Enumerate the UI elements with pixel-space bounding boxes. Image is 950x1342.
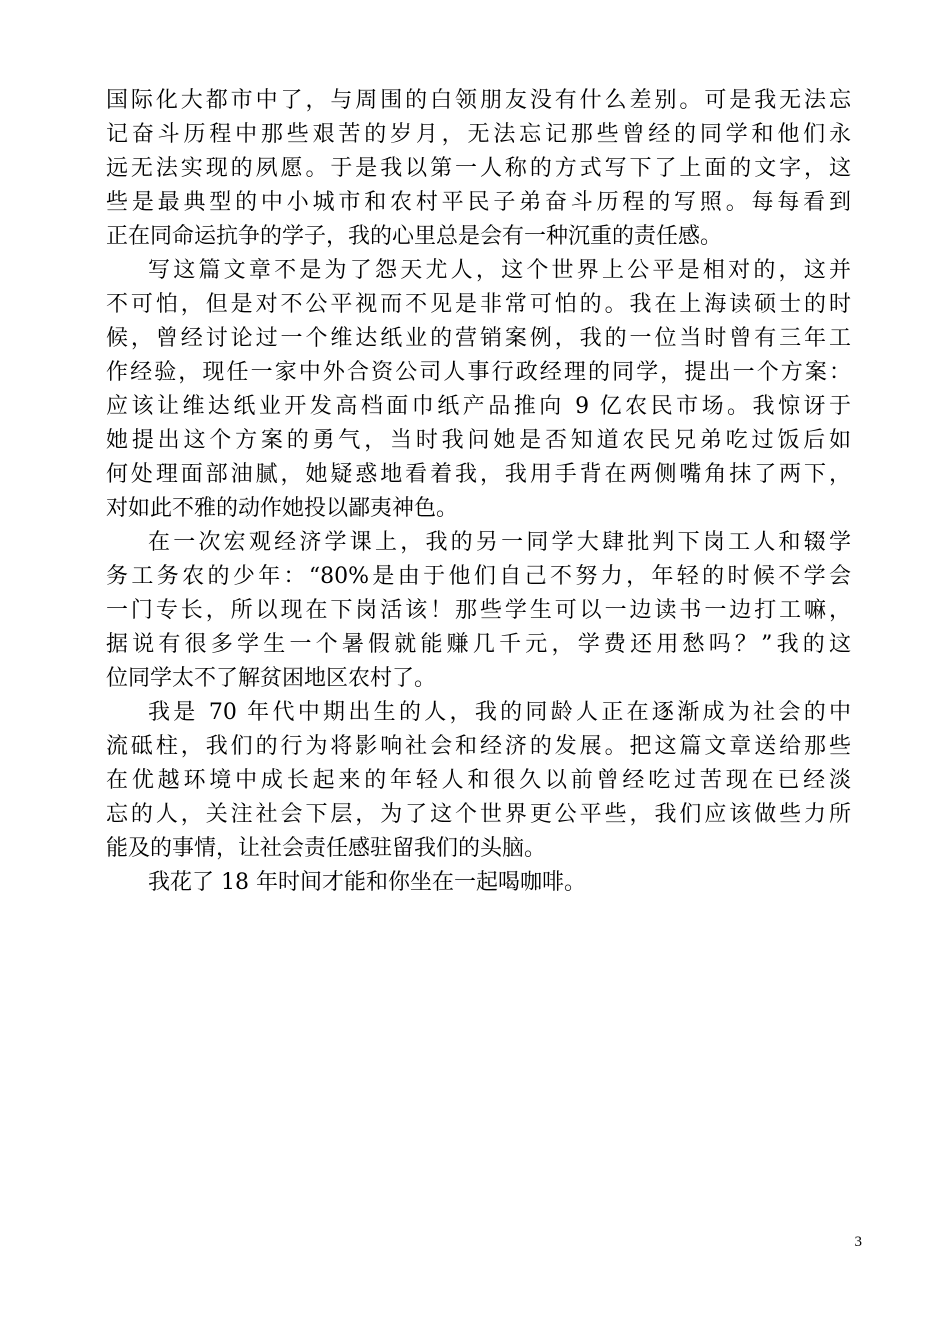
- paragraph-line: 一门专长，所以现在下岗活该！那些学生可以一边读书一边打工嘛，: [106, 598, 851, 623]
- paragraph-line: 据说有很多学生一个暑假就能赚几千元，学费还用愁吗？”我的这: [106, 632, 851, 657]
- paragraph-1: [106, 84, 851, 254]
- paragraph-line: 国际化大都市中了，与周围的白领朋友没有什么差别。可是我无法忘: [106, 88, 851, 113]
- paragraph-line: 些是最典型的中小城市和农村平民子弟奋斗历程的写照。每每看到: [106, 190, 851, 215]
- paragraph-line: 她提出这个方案的勇气，当时我问她是否知道农民兄弟吃过饭后如: [106, 428, 851, 453]
- paragraph-line: 位同学太不了解贫困地区农村了。: [106, 666, 437, 691]
- paragraph-line: 写这篇文章不是为了怨天尤人，这个世界上公平是相对的，这并: [148, 258, 851, 283]
- paragraph-line: 正在同命运抗争的学子，我的心里总是会有一种沉重的责任感。: [106, 224, 723, 249]
- paragraph-4: [106, 696, 851, 866]
- paragraph-3: [106, 526, 851, 696]
- body-text: [106, 84, 851, 900]
- paragraph-line: 远无法实现的夙愿。于是我以第一人称的方式写下了上面的文字，这: [106, 156, 851, 181]
- paragraph-line: 在优越环境中成长起来的年轻人和很久以前曾经吃过苦现在已经淡: [106, 768, 851, 793]
- paragraph-2: [106, 254, 851, 526]
- paragraph-line: 流砥柱，我们的行为将影响社会和经济的发展。把这篇文章送给那些: [106, 734, 851, 759]
- paragraph-line: 务工务农的少年：“80%是由于他们自己不努力，年轻的时候不学会: [106, 564, 851, 589]
- paragraph-line: 记奋斗历程中那些艰苦的岁月，无法忘记那些曾经的同学和他们永: [106, 122, 851, 147]
- paragraph-line: 我是 70 年代中期出生的人，我的同龄人正在逐渐成为社会的中: [148, 700, 851, 725]
- paragraph-line: 忘的人，关注社会下层，为了这个世界更公平些，我们应该做些力所: [106, 802, 851, 827]
- paragraph-line: 作经验，现任一家中外合资公司人事行政经理的同学，提出一个方案：: [106, 360, 851, 385]
- paragraph-line: 不可怕，但是对不公平视而不见是非常可怕的。我在上海读硕士的时: [106, 292, 851, 317]
- paragraph-line: 我花了 18 年时间才能和你坐在一起喝咖啡。: [148, 870, 586, 895]
- paragraph-5: [106, 866, 851, 900]
- paragraph-line: 候，曾经讨论过一个维达纸业的营销案例，我的一位当时曾有三年工: [106, 326, 851, 351]
- paragraph-line: 何处理面部油腻，她疑惑地看着我，我用手背在两侧嘴角抹了两下，: [106, 462, 851, 487]
- paragraph-line: 对如此不雅的动作她投以鄙夷神色。: [106, 496, 459, 521]
- page-number: 3: [854, 1234, 862, 1250]
- paragraph-line: 应该让维达纸业开发高档面巾纸产品推向 9 亿农民市场。我惊讶于: [106, 394, 851, 419]
- paragraph-line: 在一次宏观经济学课上，我的另一同学大肆批判下岗工人和辍学: [148, 530, 851, 555]
- paragraph-line: 能及的事情，让社会责任感驻留我们的头脑。: [106, 836, 547, 861]
